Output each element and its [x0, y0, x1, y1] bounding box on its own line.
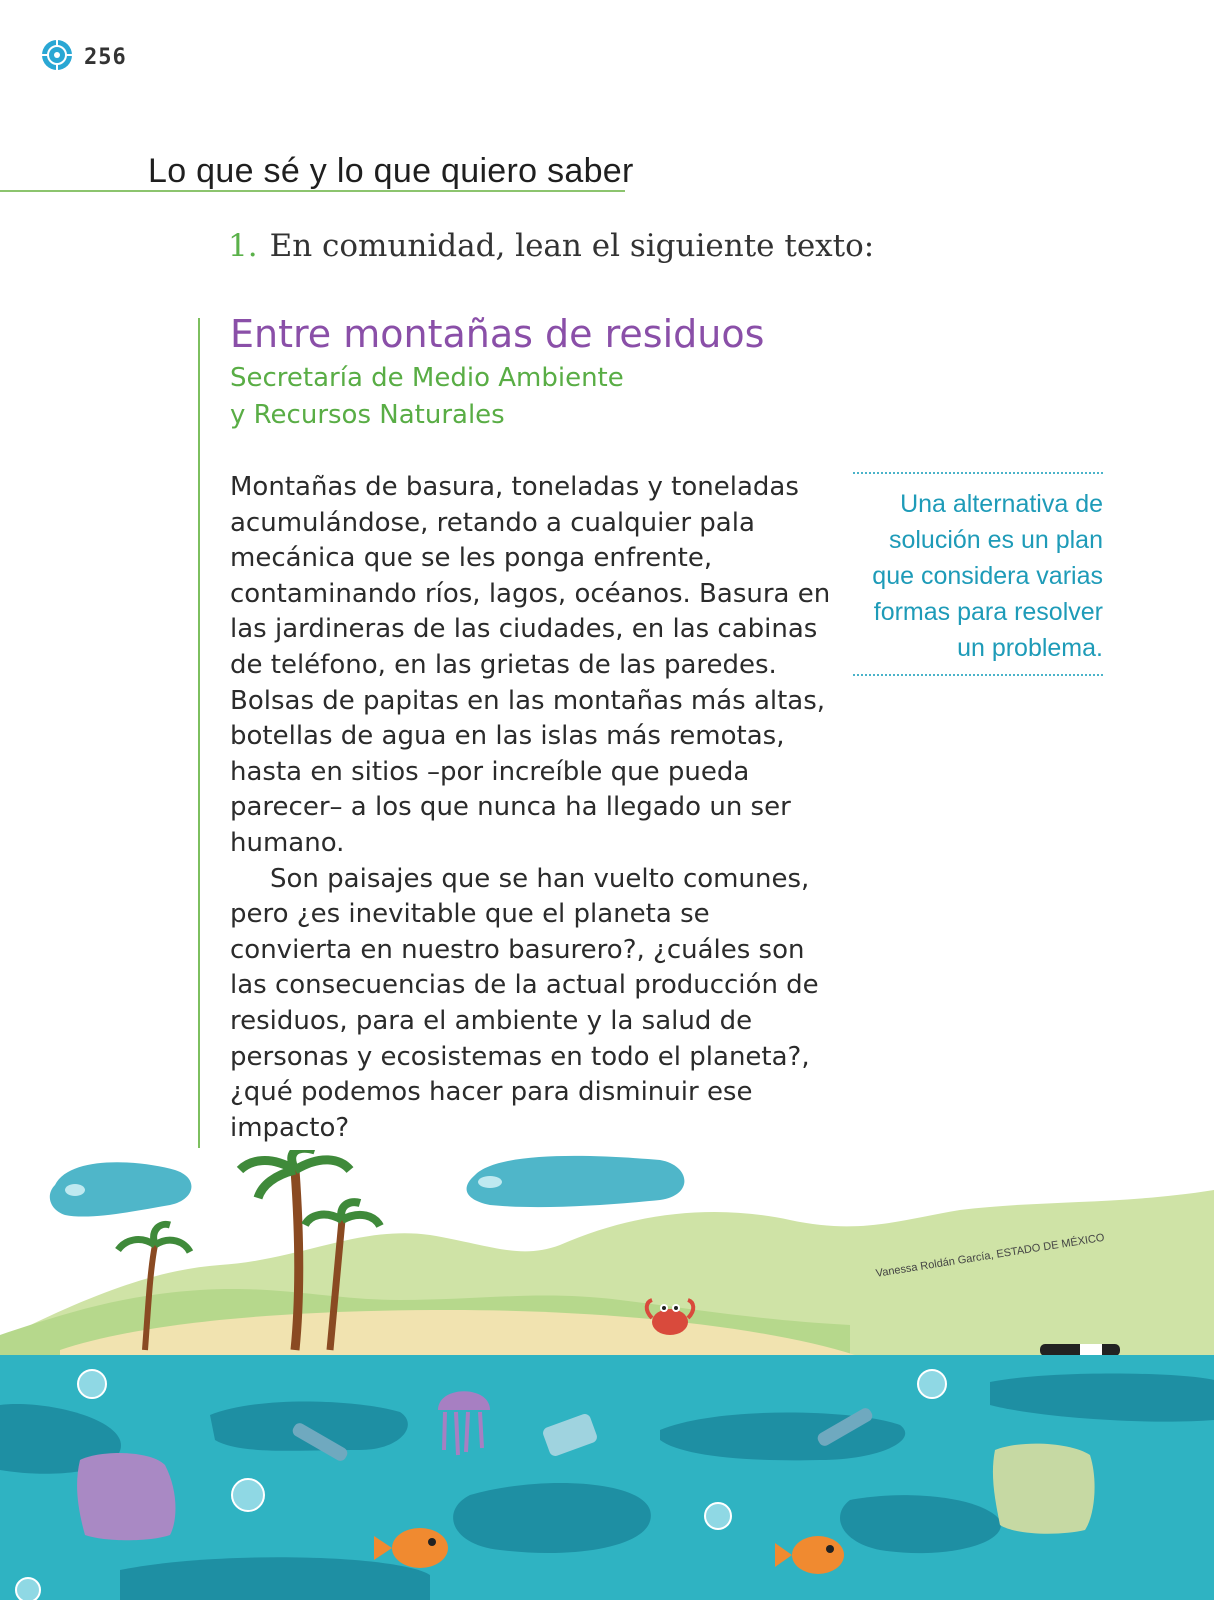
wave-shadow	[453, 1483, 651, 1553]
plastic-bag	[77, 1453, 175, 1540]
article-title: Entre montañas de residuos	[230, 312, 765, 356]
section-title: Lo que sé y lo que quiero saber	[148, 152, 634, 190]
article-body	[230, 470, 835, 1146]
article-paragraph: Son paisajes que se han vuelto comunes, pero ¿es inevitable que el planeta se convierta en nuestro basurero?, ¿cuáles son las consecuencias de la actual producción de residuos, para el ambiente y la salud de personas y ecosistemas en todo el planeta?, ¿qué podemos hacer para disminuir ese impacto?	[230, 863, 819, 1143]
page-number: 256	[84, 44, 127, 70]
article-source	[230, 360, 830, 434]
instruction-number: 1.	[228, 228, 258, 264]
quote-bar	[198, 318, 200, 1148]
plastic-bag	[993, 1444, 1095, 1534]
page-header	[40, 38, 127, 76]
article-source-line: y Recursos Naturales	[230, 400, 505, 430]
illustration-credit: Vanessa Roldán García, ESTADO DE MÉXICO	[875, 1231, 1106, 1280]
badge-icon	[40, 38, 74, 76]
side-note: Una alternativa de solución es un plan que considera varias formas para resolver un problema.	[853, 472, 1103, 676]
article-paragraph: Montañas de basura, toneladas y toneladas acumulándose, retando a cualquier pala mecánica que se les ponga enfrente, contaminando ríos, lagos, océanos. Basura en las jardineras de las ciudades, en las cabinas de teléfono, en las grietas de las paredes. Bolsas de papitas en las montañas más altas, botellas de agua en las islas más remotas, hasta en sitios –por increíble que pueda parecer– a los que nunca ha llegado un ser humano.	[230, 472, 831, 858]
section-divider	[0, 190, 625, 192]
beach-illustration	[0, 1150, 1214, 1600]
cloud-shine	[65, 1184, 85, 1196]
article-source-line: Secretaría de Medio Ambiente	[230, 363, 624, 393]
bottle-label	[1080, 1344, 1102, 1356]
instruction-text: En comunidad, lean el siguiente texto:	[269, 228, 875, 264]
wave-shadow	[120, 1557, 430, 1600]
cloud-shine	[478, 1176, 502, 1188]
instruction	[228, 228, 874, 264]
